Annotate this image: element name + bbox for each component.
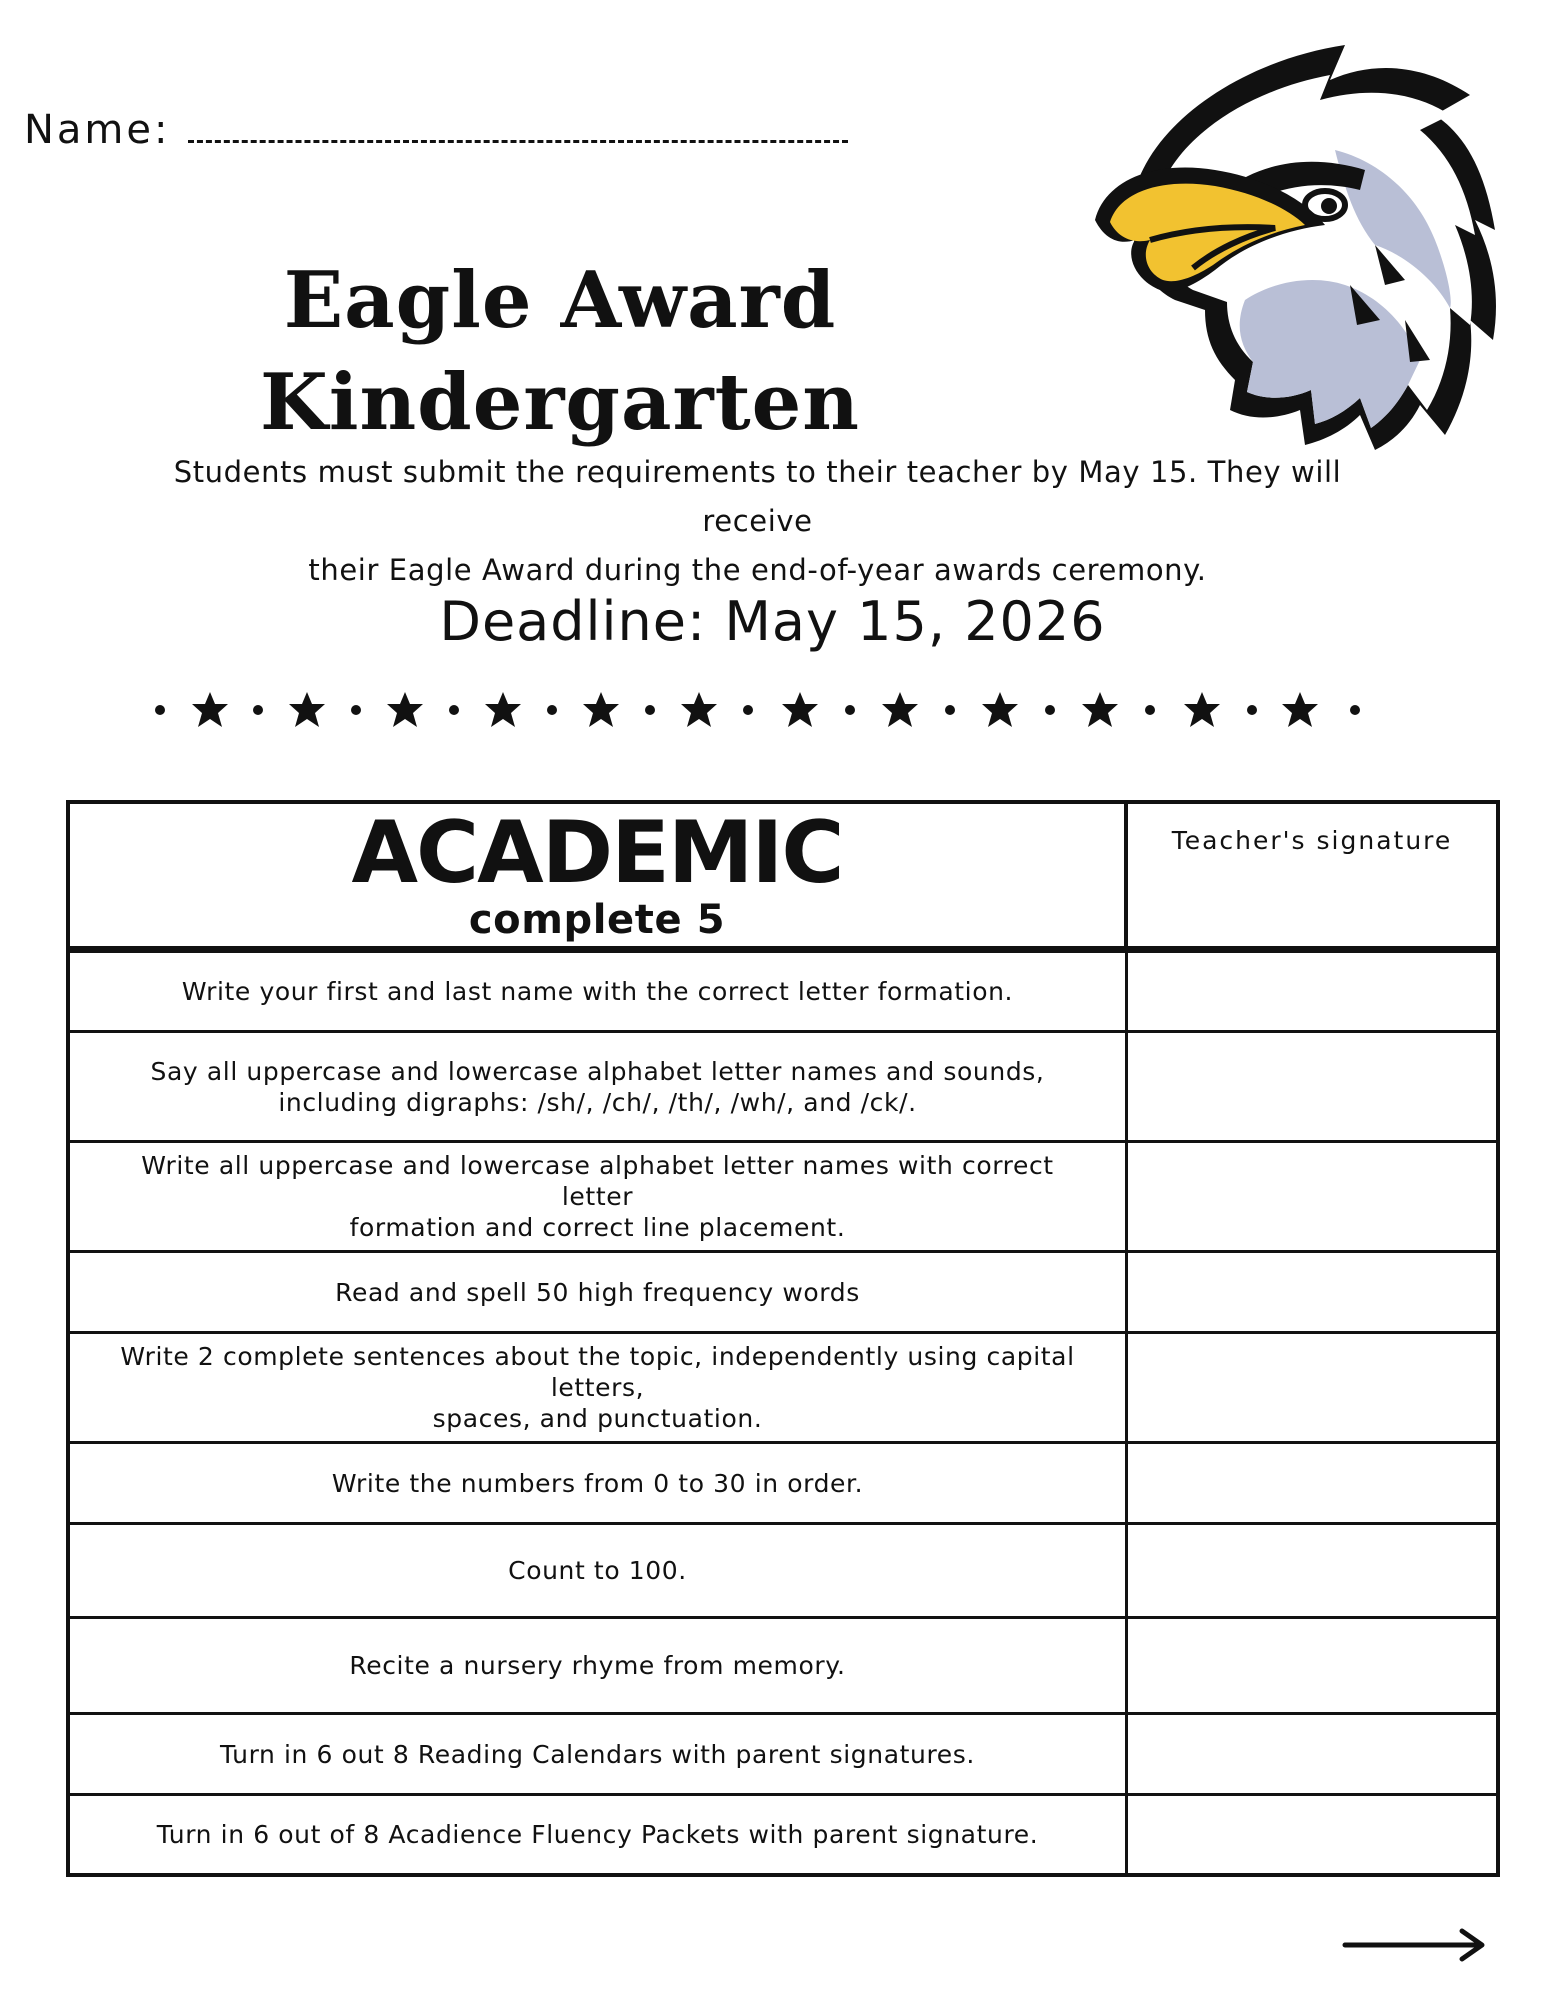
signature-cell[interactable] [1128,1715,1496,1793]
intro-text [140,448,1375,595]
signature-cell[interactable] [1128,1033,1496,1140]
table-row [70,1331,1496,1441]
requirement-line: Write the numbers from 0 to 30 in order. [331,1468,864,1498]
requirement-text [70,1334,1128,1441]
name-label: Name: [24,107,171,153]
table-row [70,1441,1496,1522]
requirements-table [66,800,1500,1877]
requirement-text [70,1525,1128,1616]
requirement-text [70,1143,1128,1250]
table-row [70,1712,1496,1793]
requirement-line: formation and correct line placement. [349,1213,846,1242]
requirement-text [70,1715,1128,1793]
requirement-line: Turn in 6 out 8 Reading Calendars with parent signatures. [220,1739,975,1769]
requirement-text [70,953,1128,1030]
signature-cell[interactable] [1128,1619,1496,1712]
requirement-text [70,1796,1128,1873]
table-row [70,950,1496,1030]
signature-cell[interactable] [1128,1334,1496,1441]
title-line-1: Eagle Award [283,255,837,346]
requirement-text [70,1444,1128,1522]
requirement-text [70,1253,1128,1331]
page-title [240,250,880,454]
requirement-line: including digraphs: /sh/, /ch/, /th/, /wh/, and /ck/. [278,1087,917,1117]
signature-cell[interactable] [1128,1444,1496,1522]
arrow-right-icon[interactable] [1340,1925,1490,1965]
name-blank-line[interactable] [188,102,848,143]
deadline: Deadline: May 15, 2026 [439,590,1106,653]
requirement-text [70,1033,1128,1140]
signature-cell[interactable] [1128,1525,1496,1616]
section-title: ACADEMIC [351,803,843,903]
table-row [70,1616,1496,1712]
star-dot-divider [150,685,1380,735]
requirement-line: Read and spell 50 high frequency words [335,1277,860,1307]
table-row [70,1030,1496,1140]
table-row [70,1522,1496,1616]
requirement-line: spaces, and punctuation. [432,1404,763,1433]
requirement-text [70,1619,1128,1712]
table-row [70,1793,1496,1873]
signature-cell[interactable] [1128,1796,1496,1873]
requirement-line: Write 2 complete sentences about the topic, independently using capital letters, [120,1342,1075,1402]
section-header [70,804,1128,946]
requirement-line: Write all uppercase and lowercase alphabet letter names with correct letter [141,1151,1054,1211]
requirement-line: Write your first and last name with the correct letter formation. [181,977,1014,1006]
signature-cell[interactable] [1128,1253,1496,1331]
section-subtitle: complete 5 [468,897,726,943]
requirement-line: Say all uppercase and lowercase alphabet letter names and sounds, [150,1056,1045,1086]
table-row [70,1140,1496,1250]
name-field[interactable] [24,102,848,153]
table-header-row [70,804,1496,950]
signature-column-header: Teacher's signature [1171,826,1453,855]
title-line-2: Kindergarten [260,357,860,448]
requirement-line: Recite a nursery rhyme from memory. [349,1651,846,1680]
requirement-line: Turn in 6 out of 8 Acadience Fluency Packets with parent signature. [156,1820,1039,1849]
intro-line-2: their Eagle Award during the end-of-year awards ceremony. [308,553,1207,587]
intro-line-1: Students must submit the requirements to their teacher by May 15. They will receive [173,455,1342,538]
requirement-line: Count to 100. [508,1556,687,1585]
eagle-head-icon [1075,40,1515,450]
table-row [70,1250,1496,1331]
signature-cell[interactable] [1128,1143,1496,1250]
signature-cell[interactable] [1128,953,1496,1030]
